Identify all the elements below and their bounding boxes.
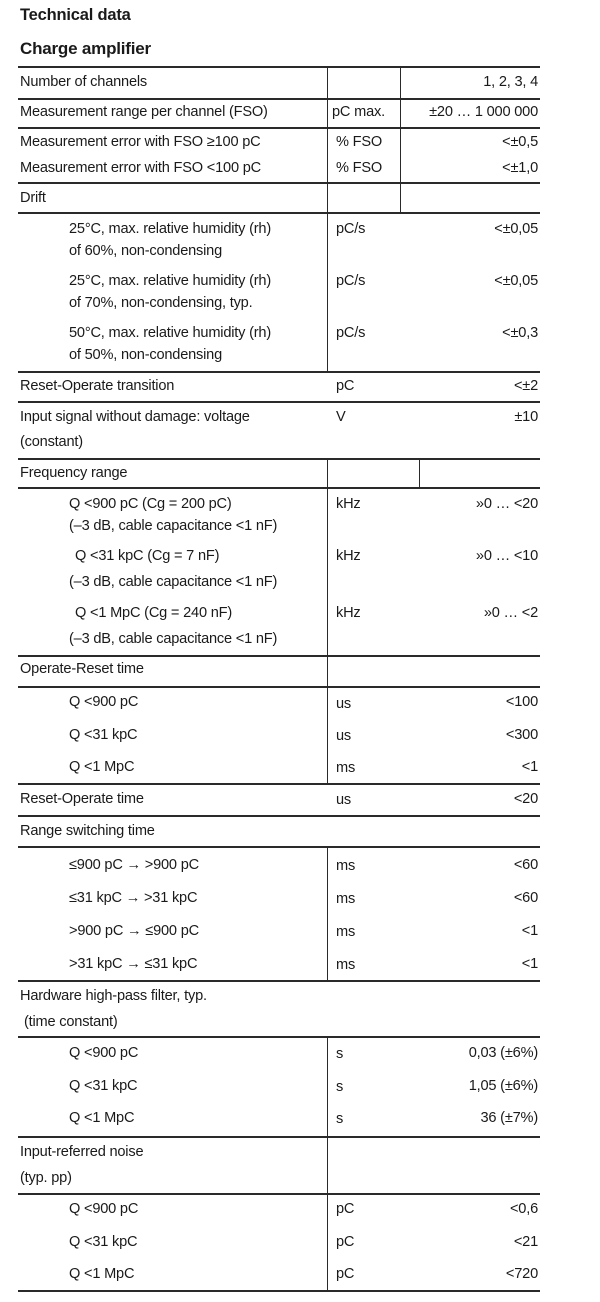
row-label: >900 pC → ≤900 pC [69,923,199,939]
row-rule [18,815,540,817]
row-value: <1 [521,923,538,939]
group-label: (time constant) [24,1014,118,1030]
column-rule [419,458,420,487]
row-unit: ms [336,924,356,940]
row-rule [18,487,540,489]
row-label: of 50%, non-condensing [69,347,223,363]
row-label: ≤900 pC → >900 pC [69,857,199,873]
row-label: Q <900 pC [69,1045,139,1061]
row-label: 50°C, max. relative humidity (rh) [69,325,271,341]
row-value: <±1,0 [502,160,538,176]
row-value: 36 (±7%) [480,1110,538,1126]
row-value: <1 [521,759,538,775]
row-label: (–3 dB, cable capacitance <1 nF) [69,518,278,534]
section-title: Charge amplifier [20,39,151,58]
row-unit: ms [336,858,356,874]
row-unit: ms [336,891,356,907]
row-label: Q <31 kpC (Cg = 7 nF) [75,548,220,564]
row-value: <±0,3 [502,325,538,341]
row-label: Measurement error with FSO ≥100 pC [20,134,261,150]
row-value: 1, 2, 3, 4 [483,74,538,90]
row-label: Input signal without damage: voltage [20,409,250,425]
row-label: (–3 dB, cable capacitance <1 nF) [69,631,278,647]
row-unit: % FSO [336,160,383,176]
row-label: of 60%, non-condensing [69,243,223,259]
row-value: <21 [513,1234,538,1250]
row-label: of 70%, non-condensing, typ. [69,295,253,311]
row-value: »0 … <20 [475,496,538,512]
row-rule [18,66,540,68]
group-label: Drift [20,190,46,206]
row-label: Q <900 pC [69,1201,139,1217]
row-unit: kHz [336,548,361,564]
row-rule [18,846,540,848]
row-value: <300 [505,727,538,743]
row-value: <±0,05 [494,221,538,237]
row-rule [18,98,540,100]
row-value: <100 [505,694,538,710]
row-rule [18,212,540,214]
row-unit: V [336,409,346,425]
row-value: »0 … <10 [475,548,538,564]
row-rule [18,655,540,657]
row-label: Q <1 MpC [69,1266,135,1282]
row-unit: pC [336,378,355,394]
row-label: Q <31 kpC [69,1234,138,1250]
row-label: Reset-Operate time [20,791,144,807]
row-rule [18,401,540,403]
row-value: <720 [505,1266,538,1282]
row-label: Q <900 pC [69,694,139,710]
row-unit: pC/s [336,325,366,341]
row-rule [18,371,540,373]
row-rule [18,783,540,785]
row-label: Q <900 pC (Cg = 200 pC) [69,496,232,512]
group-label: Frequency range [20,465,128,481]
row-unit: us [336,728,352,744]
row-value: <0,6 [509,1201,538,1217]
row-value: <20 [513,791,538,807]
group-label: Hardware high-pass filter, typ. [20,988,207,1004]
row-unit: pC/s [336,273,366,289]
row-label: Q <1 MpC [69,1110,135,1126]
row-unit: pC [336,1266,355,1282]
row-unit: s [336,1111,344,1127]
row-value: 1,05 (±6%) [468,1078,538,1094]
row-label: Measurement range per channel (FSO) [20,104,268,120]
column-rule [327,1036,328,1136]
row-unit: % FSO [336,134,383,150]
row-label: Q <1 MpC [69,759,135,775]
row-label: Q <31 kpC [69,727,138,743]
row-rule [18,980,540,982]
row-value: <±0,5 [502,134,538,150]
row-rule [18,1136,540,1138]
row-rule [18,686,540,688]
row-unit: us [336,792,352,808]
row-rule [18,1290,540,1292]
row-unit: ms [336,760,356,776]
column-rule [327,458,328,785]
group-label: (typ. pp) [20,1170,72,1186]
row-rule [18,182,540,184]
row-unit: ms [336,957,356,973]
group-label: Range switching time [20,823,155,839]
row-label: Number of channels [20,74,148,90]
row-rule [18,1036,540,1038]
row-value: »0 … <2 [483,605,538,621]
row-unit: s [336,1046,344,1062]
group-label: Operate-Reset time [20,661,144,677]
column-rule [400,66,401,212]
row-label: Q <31 kpC [69,1078,138,1094]
column-rule [327,846,328,980]
row-value: 0,03 (±6%) [468,1045,538,1061]
row-value: <±2 [513,378,538,394]
row-label: 25°C, max. relative humidity (rh) [69,273,271,289]
row-label: ≤31 kpC → >31 kpC [69,890,198,906]
row-label: Reset-Operate transition [20,378,175,394]
row-label: (–3 dB, cable capacitance <1 nF) [69,574,278,590]
row-unit: s [336,1079,344,1095]
column-rule [327,66,328,371]
group-label: Input-referred noise [20,1144,144,1160]
row-rule [18,1193,540,1195]
row-label: 25°C, max. relative humidity (rh) [69,221,271,237]
page-title: Technical data [20,6,131,24]
row-unit: pC/s [336,221,366,237]
row-value: <±0,05 [494,273,538,289]
row-value: ±20 … 1 000 000 [429,104,538,120]
column-rule [327,1136,328,1290]
row-label: (constant) [20,434,83,450]
row-value: ±10 [514,409,538,425]
row-rule [18,127,540,129]
row-label: >31 kpC → ≤31 kpC [69,956,198,972]
row-unit: kHz [336,605,361,621]
row-unit: us [336,696,352,712]
row-label: Q <1 MpC (Cg = 240 nF) [75,605,233,621]
row-label: Measurement error with FSO <100 pC [20,160,261,176]
row-unit: pC [336,1201,355,1217]
row-value: <60 [513,890,538,906]
row-value: <60 [513,857,538,873]
row-unit: pC max. [332,104,385,120]
row-rule [18,458,540,460]
row-unit: pC [336,1234,355,1250]
row-value: <1 [521,956,538,972]
row-unit: kHz [336,496,361,512]
